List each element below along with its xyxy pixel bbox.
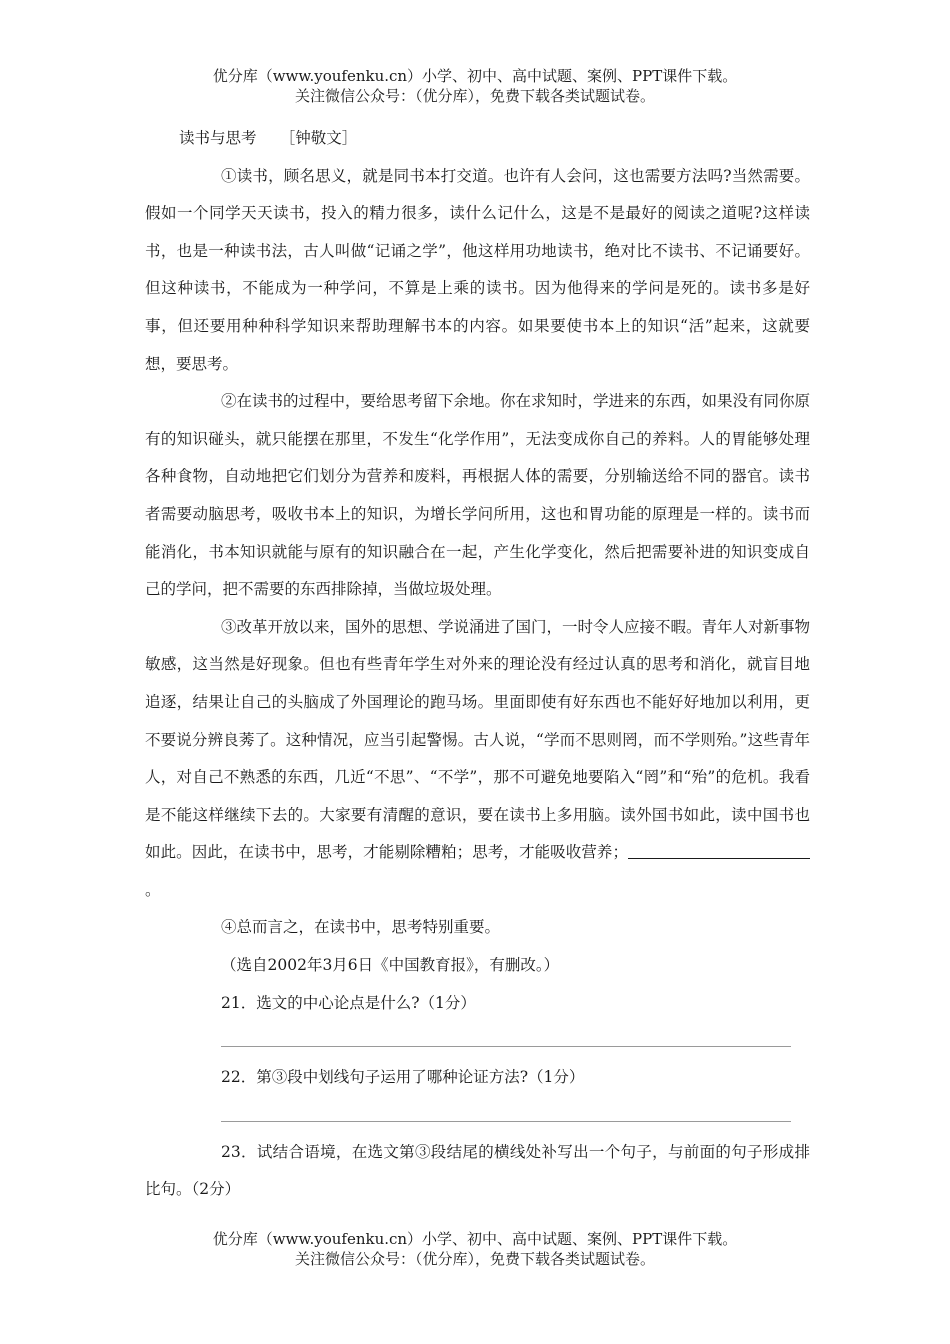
- header-line-1: 优分库（www.youfenku.cn）小学、初中、高中试题、案例、PPT课件下载。: [212, 67, 738, 85]
- question-23: 23．试结合语境，在选文第③段结尾的横线处补写出一个句子，与前面的句子形成排比句。（2分）: [145, 1142, 810, 1199]
- footer-line-1: 优分库（www.youfenku.cn）小学、初中、高中试题、案例、PPT课件下载。: [212, 1230, 738, 1248]
- footer-line-2: 关注微信公众号：（优分库），免费下载各类试题试卷。: [294, 1250, 655, 1268]
- header-line-2: 关注微信公众号：（优分库），免费下载各类试题试卷。: [294, 87, 655, 105]
- paragraph-2: ②在读书的过程中，要给思考留下余地。你在求知时，学进来的东西，如果没有同你原有的知识碰头，就只能摆在那里，不发生“化学作用”，无法变成你自己的养料。人的胃能够处理各种食物，自动地把它们划分为营养和废料，再根据人体的需要，分别输送给不同的器官。读书者需要动脑思考，吸收书本上的知识，为增长学问所用，这也和胃功能的原理是一样的。读书而能消化，书本知识就能与原有的知识融合在一起，产生化学变化，然后把需要补进的知识变成自己的学问，把不需要的东西排除掉，当做垃圾处理。: [145, 392, 811, 599]
- paragraph-3: [145, 609, 810, 910]
- article-source: （选自2002年3月6日《中国教育报》，有删改。）: [221, 956, 560, 975]
- document-body: [145, 120, 810, 1209]
- paragraph-3-end: 。: [145, 880, 161, 899]
- answer-line-21[interactable]: [221, 1046, 791, 1047]
- paragraph-1: ①读书，顾名思义，就是同书本打交道。也许有人会问，这也需要方法吗?当然需要。假如一个同学天天读书，投入的精力很多，读什么记什么，这是不是最好的阅读之道呢?这样读书，也是一种读书法，古人叫做“记诵之学”，他这样用功地读书，绝对比不读书、不记诵要好。但这种读书，不能成为一种学问，不算是上乘的读书。因为他得来的学问是死的。读书多是好事，但还要用种种科学知识来帮助理解书本的内容。如果要使书本上的知识“活”起来，这就要想，要思考。: [145, 166, 810, 373]
- paragraph-4: ④总而言之，在读书中，思考特别重要。: [221, 918, 501, 937]
- article-title: 读书与思考 ［钟敬文］: [179, 129, 358, 147]
- question-22: 22．第③段中划线句子运用了哪种论证方法?（1分）: [221, 1068, 585, 1087]
- page-header: [0, 66, 950, 106]
- fill-in-blank[interactable]: [628, 840, 810, 859]
- question-21: 21．选文的中心论点是什么?（1分）: [221, 993, 476, 1012]
- answer-line-22[interactable]: [221, 1121, 791, 1122]
- page-footer: [0, 1229, 950, 1269]
- paragraph-3-text: ③改革开放以来，国外的思想、学说涌进了国门，一时令人应接不暇。青年人对新事物敏感，这当然是好现象。但也有些青年学生对外来的理论没有经过认真的思考和消化，就盲目地追逐，结果让自己的头脑成了外国理论的跑马场。里面即使有好东西也不能好好地加以利用，更不要说分辨良莠了。这种情况，应当引起警惕。古人说，“学而不思则罔，而不学则殆。”这些青年人，对自己不熟悉的东西，几近“不思”、“不学”，那不可避免地要陷入“罔”和“殆”的危机。我看是不能这样继续下去的。大家要有清醒的意识，要在读书上多用脑。读外国书如此，读中国书也如此。因此，在读书中，思考，才能剔除糟粕；思考，才能吸收营养；: [145, 617, 811, 862]
